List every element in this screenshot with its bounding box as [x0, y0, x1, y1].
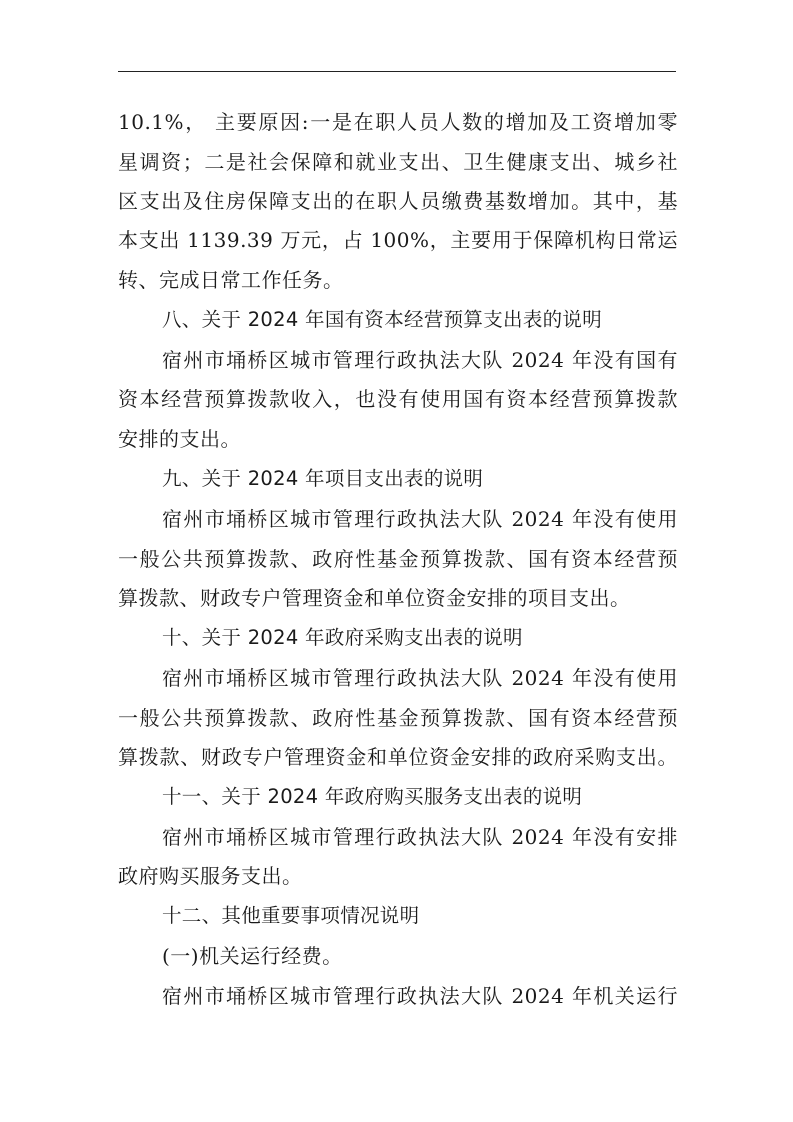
- body-text-line: 宿州市埇桥区城市管理行政执法大队 2024 年没有国有: [162, 348, 678, 372]
- section-heading-8: 八、关于 2024 年国有资本经营预算支出表的说明: [162, 308, 603, 331]
- body-text-line: 星调资；二是社会保障和就业支出、卫生健康支出、城乡社: [118, 150, 678, 174]
- body-text-line: 政府购买服务支出。: [118, 864, 303, 888]
- section-heading-9: 九、关于 2024 年项目支出表的说明: [162, 467, 484, 490]
- body-text-line: 算拨款、财政专户管理资金和单位资金安排的政府采购支出。: [118, 745, 678, 769]
- body-text-line: 10.1%， 主要原因:一是在职人员人数的增加及工资增加零: [118, 110, 678, 134]
- body-text-line: 宿州市埇桥区城市管理行政执法大队 2024 年没有使用: [162, 666, 678, 690]
- body-text-line: 宿州市埇桥区城市管理行政执法大队 2024 年机关运行: [162, 984, 678, 1008]
- section-heading-10: 十、关于 2024 年政府采购支出表的说明: [162, 626, 523, 649]
- body-text-line: 宿州市埇桥区城市管理行政执法大队 2024 年没有安排: [162, 825, 678, 849]
- body-text-line: 算拨款、财政专户管理资金和单位资金安排的项目支出。: [118, 586, 631, 610]
- body-text-line: 一般公共预算拨款、政府性基金预算拨款、国有资本经营预: [118, 706, 678, 730]
- section-heading-11: 十一、关于 2024 年政府购买服务支出表的说明: [162, 785, 583, 808]
- subsection-heading: (一)机关运行经费。: [162, 944, 343, 968]
- section-heading-12: 十二、其他重要事项情况说明: [162, 904, 420, 927]
- body-text-line: 一般公共预算拨款、政府性基金预算拨款、国有资本经营预: [118, 547, 678, 571]
- body-text-line: 区支出及住房保障支出的在职人员缴费基数增加。其中，基: [118, 189, 678, 213]
- body-text-line: 本支出 1139.39 万元，占 100%，主要用于保障机构日常运: [118, 228, 678, 252]
- body-text-line: 宿州市埇桥区城市管理行政执法大队 2024 年没有使用: [162, 507, 678, 531]
- header-rule: [118, 71, 676, 72]
- body-text-line: 资本经营预算拨款收入，也没有使用国有资本经营预算拨款: [118, 387, 678, 411]
- body-text-line: 转、完成日常工作任务。: [118, 268, 344, 292]
- body-text-line: 安排的支出。: [118, 427, 241, 451]
